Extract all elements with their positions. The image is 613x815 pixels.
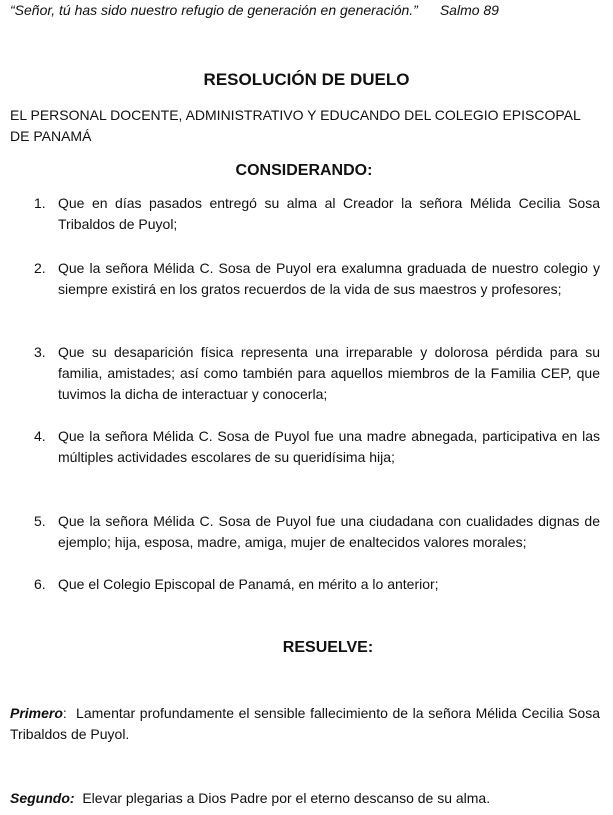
- epigraph: [10, 0, 499, 21]
- item-number: 6.: [34, 576, 46, 592]
- item-text: Que la señora Mélida C. Sosa de Puyol fue una madre abnegada, participativa en las múltiples actividades escolares de su queridísima hija;: [58, 428, 600, 465]
- considerando-item: [34, 193, 600, 235]
- item-number: 1.: [34, 195, 46, 211]
- epigraph-quote: “Señor, tú has sido nuestro refugio de generación en generación.”: [10, 2, 418, 18]
- considerando-item: [34, 426, 600, 468]
- item-text: Que la señora Mélida C. Sosa de Puyol fue una ciudadana con cualidades dignas de ejemplo; hija, esposa, madre, amiga, mujer de enaltecidos valores morales;: [58, 513, 600, 550]
- item-text: Que la señora Mélida C. Sosa de Puyol era exalumna graduada de nuestro colegio y siempre existirá en los gratos recuerdos de la vida de sus maestros y profesores;: [58, 260, 600, 297]
- resolution-separator: :: [62, 705, 67, 721]
- item-text: Que en días pasados entregó su alma al Creador la señora Mélida Cecilia Sosa Tribaldos de Puyol;: [58, 195, 600, 232]
- item-text: Que su desaparición física representa una irreparable y dolorosa pérdida para su familia, amistades; así como también para aquellos miembros de la Familia CEP, que tuvimos la dicha de interactuar y conocerla;: [58, 344, 600, 402]
- epigraph-psalm: Salmo 89: [439, 2, 499, 18]
- item-number: 3.: [34, 344, 46, 360]
- intro-paragraph: EL PERSONAL DOCENTE, ADMINISTRATIVO Y EDUCANDO DEL COLEGIO EPISCOPAL DE PANAMÁ: [10, 107, 581, 144]
- considerando-item: [34, 258, 600, 300]
- resolution-text: Lamentar profundamente el sensible fallecimiento de la señora Mélida Cecilia Sosa Tribaldos de Puyol.: [10, 705, 600, 742]
- considerando-heading: CONSIDERANDO:: [235, 162, 373, 179]
- resuelve-heading: RESUELVE:: [282, 639, 374, 656]
- resolution-text: Elevar plegarias a Dios Padre por el eterno descanso de su alma.: [82, 790, 491, 806]
- resolution-item: [10, 788, 600, 809]
- item-text: Que el Colegio Episcopal de Panamá, en mérito a lo anterior;: [58, 576, 439, 592]
- considerando-item: [34, 574, 600, 595]
- considerando-item: [34, 342, 600, 405]
- item-number: 2.: [34, 260, 46, 276]
- document-title: RESOLUCIÓN DE DUELO: [203, 70, 410, 89]
- resolution-label: Segundo:: [10, 790, 75, 806]
- resolution-item: [10, 703, 600, 745]
- considerando-item: [34, 511, 600, 553]
- item-number: 5.: [34, 513, 46, 529]
- item-number: 4.: [34, 428, 46, 444]
- resolution-label: Primero: [10, 705, 63, 721]
